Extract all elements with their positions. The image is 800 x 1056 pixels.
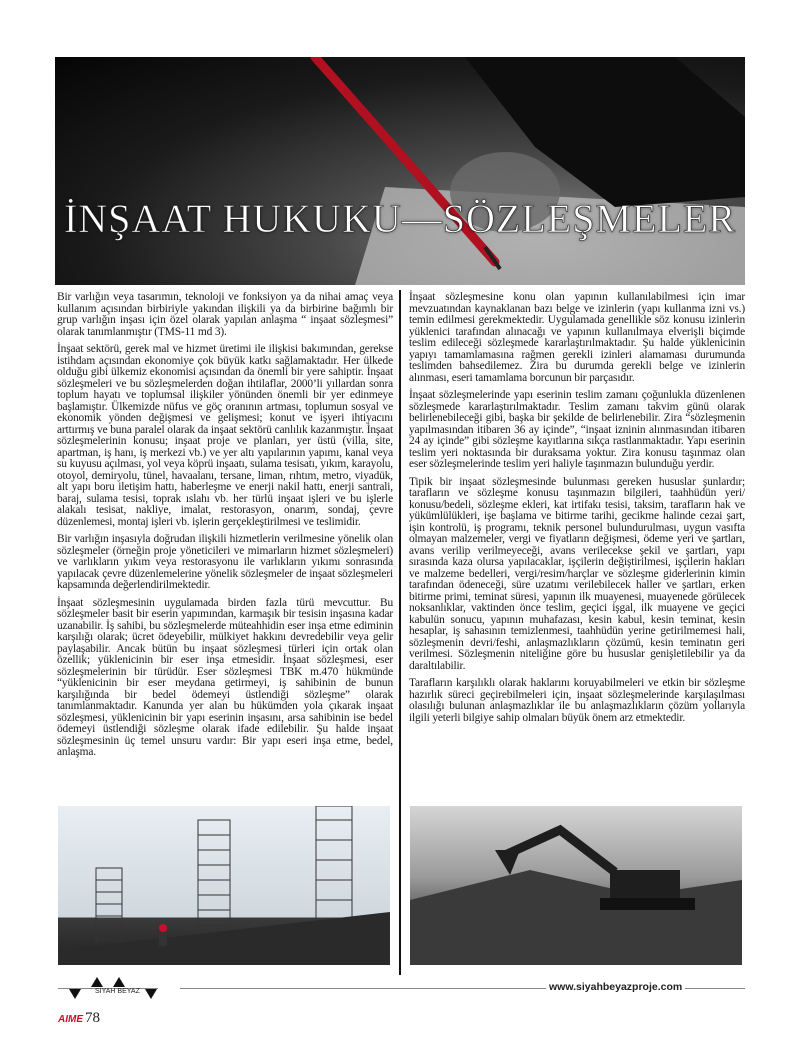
paragraph: Bir varlığın veya tasarımın, teknoloji ve fonksiyon ya da nihai amaç veya kullanım açısından birbiriyle yakından ilişkili ya da birbirine bağımlı bir grup varlığın inşası için özel olarak yapılan anlaşma “ inşaat sözleşmesi” olarak tanımlanmıştır (TMS-11 md 3). <box>57 291 393 338</box>
page-number-value: 78 <box>85 1010 100 1026</box>
paragraph: Tipik bir inşaat sözleşmesinde bulunması gereken hususlar şunlardır; tarafların ve sözleşme konusu taşınmazın bilgileri, taahhüdün yeri/ konusu/bedeli, sözleşme ekleri, kat irtifakı tesisi, taksim, tarafların hak ve yükümlülükleri, işe başlama ve bitirme tarihi, gecikme halinde cezai şart, işin kontrolü, iş programı, teknik personel bulundurulması, uygun vasıfta olmayan malzemeler, vergi ve fiyatların değişmesi, ödeme yeri ve şartları, avans verilip verilmeyeceği, avans verilecekse şekil ve şartları, yapı sırasında kaza olursa yapılacaklar, işçilerin değiştirilmesi, işçilerin hakları ve malzeme bedelleri, vergi/resim/harçlar ve sözleşme giderlerinin kimin tarafından ödeneceği, süre uzatımı verilebilecek haller ve şartları, erken bitirme primi, teminat süresi, yapının ilk muayenesi, muayenede görülecek noksanlıklar, vaktinden önce teslim, geçici işgal, ilk muayene ve geçici kabulün sonucu, yapının muhafazası, kesin kabul, kesin teminat, kesin hesaplar, iş sahasının temizlenmesi, taahhüdün yerine getirilmemesi hali, sözleşmenin devri/feshi, anlaşmazlıkların çözümü, kesin teminatın geri verilmesi. Sözleşmenin niteliğine göre bu hususlar genişletilebilir ya da daraltılabilir. <box>409 475 745 672</box>
paragraph: İnşaat sözleşmelerinde yapı eserinin teslim zamanı çoğunlukla düzenlenen sözleşmede kararlaştırılmaktadır. Teslim zamanı takvim günü olarak belirlenebileceği gibi, başka bir şekilde de belirlenebilir. Zira “sözleşmenin yapılmasından itibaren 36 ay içinde”, “inşaat izninin alınmasından itibaren 24 ay içinde” gibi sözleşme kayıtlarına sıkça rastlanmaktadır. Yapı eserinin teslim yeri noktasında bir duraksama yoktur. Zira konusu taşınmaz olan eser sözleşmelerinde teslim yeri haliyle taşınmazın bulunduğu yerdir. <box>409 389 745 470</box>
logo-text: SİYAH BEYAZ <box>95 988 140 995</box>
paragraph: Bir varlığın inşasıyla doğrudan ilişkili hizmetlerin verilmesine yönelik olan sözleşmeler (örneğin proje yöneticileri ve mimarların hizmet sözleşmeleri) ve varlıkların yıkım veya restorasyonu ile varlıkların yıkımı sonrasında yapılacak çevre düzenlemelerine yönelik sözleşmeler de inşaat sözleşmeleri kapsamında değerlendirilmektedir. <box>57 533 393 591</box>
right-column <box>409 292 745 730</box>
page-number <box>58 1010 100 1027</box>
left-column <box>57 292 393 765</box>
header-photo <box>55 57 745 285</box>
magazine-brand: AIME <box>58 1014 83 1025</box>
website-link[interactable]: www.siyahbeyazproje.com <box>546 981 685 993</box>
article-title: İNŞAAT HUKUKU—SÖZLEŞMELER <box>63 196 737 241</box>
paragraph: İnşaat sözleşmesinin uygulamada birden fazla türü mevcuttur. Bu sözleşmeler basit bir eserin yapımından, karmaşık bir tesisin inşasına kadar uzanabilir. İş sahibi, bu sözleşmelerde müteahhidin eser inşa etme ediminin karşılığı olarak; ücret ödeyebilir, mülkiyet hakkını devredebilir veya gelir paylaşabilir. Ancak bütün bu inşaat sözleşmesi türleri için ortak olan özellik; yüklenicinin bir eser inşa etmesidir. İnşaat sözleşmesi, eser sözleşmelerinin bir türüdür. Eser sözleşmesi TBK m.470 hükmünde “yüklenicinin bir eser meydana getirmeyi, iş sahibinin de bunun karşılığında bir bedel ödemeyi üstlendiği sözleşme” olarak tanımlanmaktadır. Kanunda yer alan bu hükümden yola çıkarak inşaat sözleşmesi, yüklenicinin bir yapı eserinin inşasını, arsa sahibinin ise bedel ödemeyi üstlendiği sözleşme olarak ifade edilebilir. Şu halde inşaat sözleşmesinin üç temel unsuru vardır: Bir yapı eseri inşa etme, bedel, anlaşma. <box>57 596 393 758</box>
paragraph: Tarafların karşılıklı olarak haklarını koruyabilmeleri ve etkin bir sözleşme hazırlık süreci geçirebilmeleri için, inşaat sözleşmelerinde karşılaşılması olasılığı bulunan anlaşmazlıklar ile bu anlaşmazlıkların çözüm yollarıyla ilgili yeterli bilgiye sahip olmaları büyük önem arz etmektedir. <box>409 677 745 724</box>
excavator-photo <box>410 806 742 965</box>
construction-towers-photo <box>58 806 390 965</box>
hand-writing-contract-illustration <box>55 57 745 285</box>
paragraph: İnşaat sözleşmesine konu olan yapının kullanılabilmesi için imar mevzuatından kaynaklanan bazı belge ve izinlerin (yapı kullanma izni vs.) temin edilmesi gerekmektedir. Uygulamada genellikle söz konusu izinlerin yüklenici tarafından alınacağı ve yapının kullanılmaya elverişli biçimde teslim edileceği sözleşmede kararlaştırılmaktadır. Şu halde yüklenicinin yapıyı tamamlamasına rağmen gerekli izinleri alamaması durumunda teslimden bahsedilemez. Zira bu durumda gerekli belge ve izinlerin alınması, eseri tamamlama borcunun bir parçasıdır. <box>409 291 745 384</box>
paragraph: İnşaat sektörü, gerek mal ve hizmet üretimi ile ilişkisi bakımından, gerekse istihdam açısından ekonomiye çok büyük katkı sağlamaktadır. Her ülkede olduğu gibi ülkemiz ekonomisi açısından da önemli bir yere sahiptir. İnşaat sözleşmeleri ve bu sözleşmelerden doğan ihtilaflar, 2000’li yıllardan sonra toplum hayatı ve toplumsal ilişkiler yönünden önemli bir yer edinmeye başlamıştır. Ülkemizde nüfus ve göç oranının artması, toplumun sosyal ve ekonomik yönden değişmesi ve gelişmesi; konut ve işyeri ihtiyacını arttırmış ve buna paralel olarak da inşaat sektörü canlılık kazanmıştır. İnşaat sözleşmelerinin konusu; inşaat proje ve planları, yer üstü (villa, site, apartman, iş hanı, iş merkezi vb.) ve yer altı yapılarının yapımı, kanal veya su kuyusu açılması, yol veya köprü inşaatı, sulama tesisatı, yıkım, karayolu, otoyol, demiryolu, tünel, havaalanı, tersane, liman, rıhtım, metro, viyadük, alt yapı boru iletişim hattı, haberleşme ve enerji nakil hattı, enerji santrali, baraj, sulama tesisi, toprak ıslahı vb. her türlü inşaat işleri ve bu işlerle alakalı tesisat, nakliye, imalat, restorasyon, onarım, sondaj, çevre düzenlemesi, montaj işleri vb. işlerin gerçekleştirilmesi ve teslimidir. <box>57 343 393 528</box>
column-divider <box>399 290 401 975</box>
